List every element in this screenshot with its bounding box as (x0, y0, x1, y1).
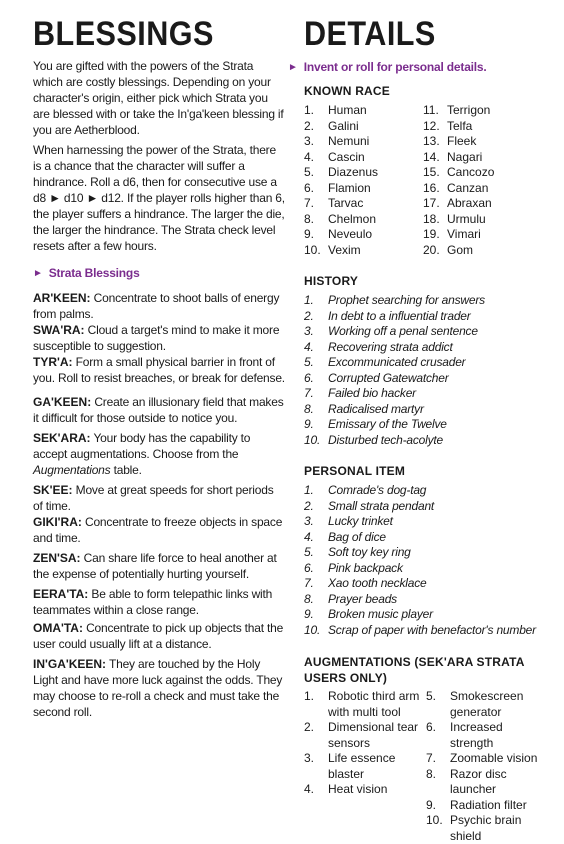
history-item-number: 8. (304, 401, 314, 416)
blessing-text: Be able to form telepathic links with teammates within a close range. (33, 587, 273, 617)
personal-item (304, 607, 554, 623)
augmentations-right (426, 689, 545, 844)
history-item-text: Failed bio hacker (328, 386, 416, 400)
race-name: Chelmon (328, 211, 377, 226)
blessing-name: EERA'TA: (33, 587, 89, 601)
blessing-name: TYR'A: (33, 355, 73, 369)
race-name: Cascin (328, 149, 365, 164)
race-number: 3. (304, 134, 315, 148)
personal-item-text: Lucky trinket (328, 514, 393, 528)
augmentation-text: Radiation filter (450, 797, 527, 812)
race-number: 4. (304, 149, 315, 164)
augmentation-number: 1. (304, 689, 315, 703)
blessing-entry (33, 394, 285, 426)
augmentation-item (304, 751, 423, 782)
arrow-right-icon: ► (288, 61, 298, 73)
blessing-name: AR'KEEN: (33, 291, 91, 305)
race-number: 15. (423, 165, 440, 179)
blessing-text: Form a small physical barrier in front of you. Roll to resist breaches, or break for defense. (33, 355, 285, 385)
race-number: 1. (304, 103, 315, 117)
race-number: 17. (423, 196, 440, 210)
race-name: Fleek (447, 134, 477, 148)
blessing-entry (33, 354, 285, 386)
blessing-text: Concentrate to pick up objects that the user could usually lift at a distance. (33, 621, 284, 651)
history-item-number: 10. (304, 432, 321, 447)
race-number: 8. (304, 211, 315, 226)
blessing-text: Move at great speeds for short periods of time. (33, 483, 274, 513)
personal-item-number: 8. (304, 591, 314, 606)
personal-item-text: Prayer beads (328, 591, 397, 606)
race-row (304, 119, 554, 135)
race-number: 6. (304, 180, 315, 195)
race-name: Diazenus (328, 165, 379, 179)
personal-item-number: 4. (304, 529, 314, 544)
race-number: 2. (304, 118, 315, 133)
known-race-title: KNOWN RACE (304, 84, 390, 98)
history-item (304, 293, 554, 309)
personal-item (304, 592, 554, 608)
blessing-text: Concentrate to freeze objects in space and time. (33, 515, 283, 545)
blessing-entry (33, 430, 285, 478)
personal-item-title: PERSONAL ITEM (304, 464, 406, 478)
blessing-name: SEK'ARA: (33, 431, 91, 445)
strata-blessings-label: Strata Blessings (48, 266, 140, 280)
history-item-text: Excommunicated crusader (328, 355, 466, 369)
blessing-text-italic: Augmentations (33, 463, 111, 477)
history-item (304, 402, 554, 418)
strata-blessings-heading (33, 266, 140, 280)
augmentation-number: 4. (304, 782, 315, 796)
details-title: DETAILS (304, 15, 436, 53)
blessing-name: GA'KEEN: (33, 395, 92, 409)
history-item-text: Prophet searching for answers (328, 293, 485, 307)
personal-item (304, 545, 554, 561)
history-item-text: In debt to a influential trader (328, 308, 471, 323)
personal-item-text: Pink backpack (328, 560, 403, 575)
blessing-entry (33, 550, 285, 582)
invent-heading (288, 60, 487, 74)
personal-item-number: 3. (304, 514, 314, 528)
personal-item-number: 9. (304, 607, 314, 621)
history-item-number: 3. (304, 324, 314, 338)
blessing-name: SWA'RA: (33, 323, 85, 337)
history-item (304, 355, 554, 371)
augmentation-item (304, 689, 423, 720)
history-item-text: Recovering strata addict (328, 339, 453, 354)
race-name: Cancozo (447, 165, 495, 179)
blessing-name: GIKI'RA: (33, 515, 82, 529)
personal-item-text: Small strata pendant (328, 498, 435, 513)
history-item-text: Corrupted Gatewatcher (328, 370, 449, 385)
augmentation-text: Psychic brain shield (450, 813, 522, 843)
blessing-text: Your body has the capability to accept augmentations. Choose from the (33, 431, 251, 461)
augmentation-number: 3. (304, 751, 315, 765)
augmentation-item (304, 782, 423, 798)
augmentation-text: Dimensional tear sensors (328, 720, 419, 750)
augmentation-item (426, 751, 545, 767)
blessings-title: BLESSINGS (33, 15, 214, 53)
augmentation-text: Smokescreen generator (450, 689, 524, 719)
race-number: 5. (304, 165, 315, 179)
personal-item-number: 6. (304, 560, 314, 575)
race-row (304, 134, 554, 150)
history-item-number: 4. (304, 339, 314, 354)
augmentation-number: 8. (426, 766, 437, 781)
race-name: Telfa (447, 118, 473, 133)
race-row (304, 243, 554, 259)
augmentation-number: 10. (426, 813, 443, 827)
history-item-text: Emissary of the Twelve (328, 417, 447, 431)
blessing-name: OMA'TA: (33, 621, 83, 635)
history-item (304, 324, 554, 340)
blessing-text: Create an illusionary field that makes it difficult for those outside to notice you. (33, 395, 284, 425)
history-item (304, 386, 554, 402)
personal-item-number: 1. (304, 483, 314, 497)
race-name: Galini (328, 118, 359, 133)
augmentation-item (304, 720, 423, 751)
blessing-text: Can share life force to heal another at the expense of potentially hurting yourself. (33, 551, 277, 581)
history-item (304, 433, 554, 449)
race-name: Neveulo (328, 227, 373, 241)
personal-item (304, 483, 554, 499)
blessing-text: Cloud a target's mind to make it more susceptible to suggestion. (33, 323, 280, 353)
augmentation-number: 7. (426, 751, 437, 765)
blessing-text: They are touched by the Holy Light and have more luck against the odds. They may choose to re-roll a check and must take the second roll. (33, 657, 283, 719)
blessing-name: IN'GA'KEEN: (33, 657, 107, 671)
race-row (304, 181, 554, 197)
blessing-name: SK'EE: (33, 483, 73, 497)
intro-paragraph-1: You are gifted with the powers of the Strata which are costly blessings. Depending on your character's origin, either pick which Strata you are blessed with or take the In'ga'keen blessing if you are Aetherblood. (33, 59, 284, 137)
augmentation-item (426, 813, 545, 844)
history-item-text: Working off a penal sentence (328, 324, 478, 338)
invent-label: Invent or roll for personal details. (303, 60, 487, 74)
personal-item-text: Bag of dice (328, 529, 386, 544)
personal-item (304, 530, 554, 546)
augmentation-item (426, 689, 545, 720)
personal-item (304, 499, 554, 515)
intro-paragraph-2: When harnessing the power of the Strata, there is a chance that the character will suffer a hindrance. Roll a d6, then for consecutive use a d8 ► d10 ► d12. If the player rolls higher than 6, the player suffers a hindrance. The larger the die, the larger the hindrance. The Strata check level resets after a few hours. (33, 143, 285, 253)
race-row (304, 212, 554, 228)
race-number: 12. (423, 118, 440, 133)
blessing-entry (33, 322, 285, 354)
personal-item-text: Scrap of paper with benefactor's number (328, 622, 536, 637)
blessing-entry (33, 656, 285, 720)
race-number: 16. (423, 180, 440, 195)
history-item-number: 7. (304, 386, 314, 400)
personal-item-text: Soft toy key ring (328, 545, 411, 559)
history-item (304, 371, 554, 387)
augmentation-text: Robotic third arm with multi tool (328, 689, 420, 719)
augmentation-text: Life essence blaster (328, 751, 396, 781)
blessing-text-tail: table. (110, 463, 142, 477)
race-name: Vexim (328, 242, 361, 257)
personal-item-text: Xao tooth necklace (328, 576, 427, 590)
race-number: 18. (423, 211, 440, 226)
augmentation-text: Razor disc launcher (450, 766, 507, 796)
race-name: Abraxan (447, 196, 492, 210)
history-item-text: Radicalised martyr (328, 401, 424, 416)
personal-item-text: Comrade's dog-tag (328, 483, 427, 497)
arrow-right-icon: ► (33, 267, 43, 279)
race-name: Flamion (328, 180, 371, 195)
history-item-text: Disturbed tech-acolyte (328, 432, 443, 447)
history-item (304, 309, 554, 325)
personal-item (304, 623, 554, 639)
personal-item (304, 561, 554, 577)
race-number: 20. (423, 242, 440, 257)
augmentation-number: 6. (426, 720, 437, 734)
augmentation-item (426, 767, 545, 798)
personal-item-number: 10. (304, 622, 321, 637)
augmentation-number: 5. (426, 689, 437, 703)
blessing-entry (33, 482, 285, 514)
personal-item-list (304, 483, 554, 638)
blessing-entry (33, 620, 285, 652)
augmentation-text: Zoomable vision (450, 751, 538, 765)
personal-item-number: 2. (304, 498, 314, 513)
history-item-number: 5. (304, 355, 314, 369)
race-name: Human (328, 103, 367, 117)
race-row (304, 196, 554, 212)
personal-item-text: Broken music player (328, 607, 433, 621)
personal-item-number: 7. (304, 576, 314, 590)
history-item-number: 6. (304, 370, 314, 385)
history-list (304, 293, 554, 448)
augmentations-title: AUGMENTATIONS (SEK'ARA STRATA USERS ONLY) (304, 655, 525, 685)
race-name: Gom (447, 242, 474, 257)
personal-item (304, 576, 554, 592)
blessing-name: ZEN'SA: (33, 551, 81, 565)
blessing-entry (33, 586, 285, 618)
race-row (304, 150, 554, 166)
race-number: 9. (304, 227, 315, 241)
augmentation-text: Increased strength (450, 720, 503, 750)
race-name: Canzan (447, 180, 489, 195)
blessing-entry (33, 514, 285, 546)
race-number: 11. (423, 103, 439, 117)
race-name: Nagari (447, 149, 483, 164)
race-row (304, 227, 554, 243)
history-item (304, 340, 554, 356)
history-item-number: 9. (304, 417, 314, 431)
blessing-text: Concentrate to shoot balls of energy from palms. (33, 291, 280, 321)
race-number: 14. (423, 149, 440, 164)
race-number: 19. (423, 227, 440, 241)
race-number: 7. (304, 196, 315, 210)
history-item-number: 1. (304, 293, 314, 307)
race-row (304, 103, 554, 119)
race-number: 10. (304, 242, 321, 257)
augmentation-number: 9. (426, 797, 437, 812)
history-item-number: 2. (304, 308, 314, 323)
race-row (304, 165, 554, 181)
race-name: Terrigon (447, 103, 491, 117)
personal-item-number: 5. (304, 545, 314, 559)
race-number: 13. (423, 134, 440, 148)
augmentation-number: 2. (304, 720, 315, 734)
personal-item (304, 514, 554, 530)
race-name: Vimari (447, 227, 481, 241)
augmentations-left (304, 689, 423, 798)
blessing-entry (33, 290, 285, 322)
race-name: Nemuni (328, 134, 370, 148)
known-race-list (304, 103, 554, 258)
race-name: Urmulu (447, 211, 486, 226)
augmentation-item (426, 720, 545, 751)
history-title: HISTORY (304, 274, 359, 288)
race-name: Tarvac (328, 196, 364, 210)
history-item (304, 417, 554, 433)
augmentation-text: Heat vision (328, 782, 388, 796)
